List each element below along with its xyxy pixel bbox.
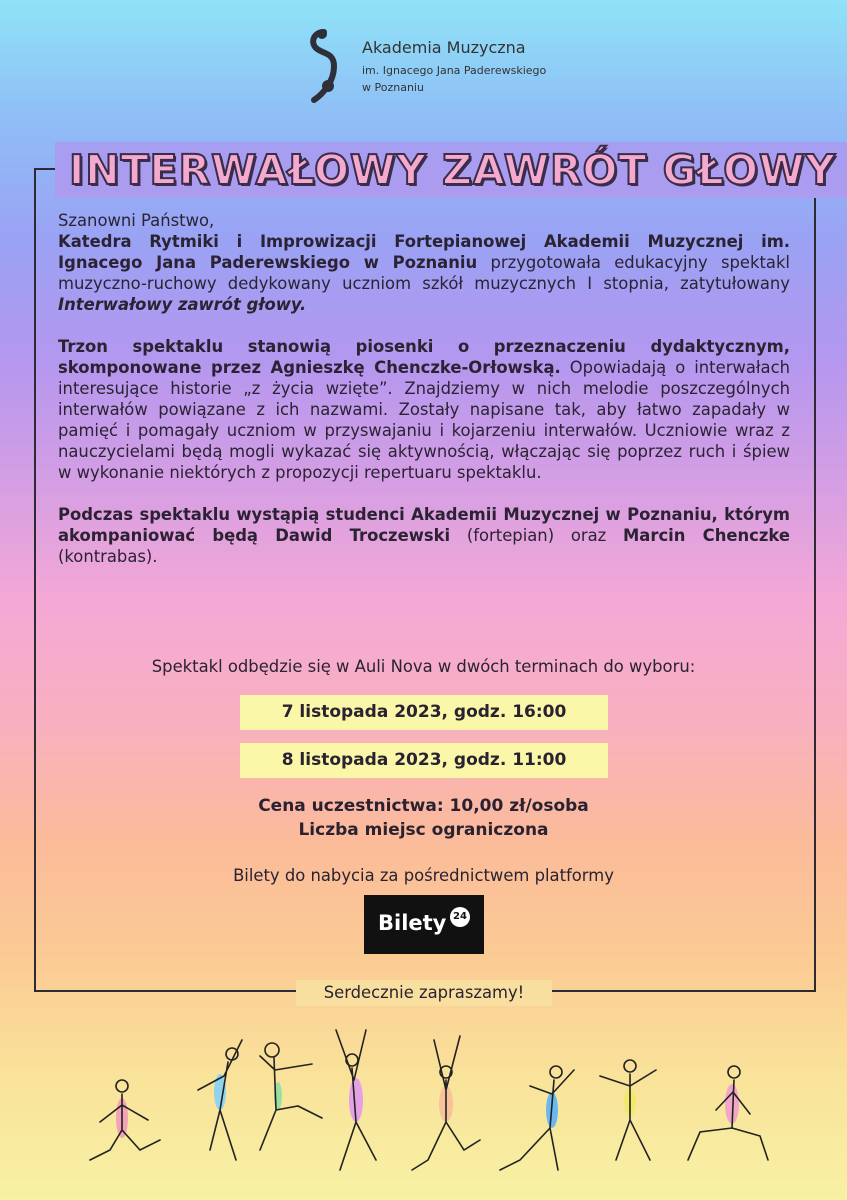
performers-lead: Podczas spektaklu wystąpią studenci Akademii Muzycznej w Poznaniu, którym akompaniować będą Dawid Troczewski (58, 505, 790, 545)
songs-paragraph (58, 336, 790, 483)
title-banner (55, 142, 836, 198)
organizer-name: Katedra Rytmiki i Improwizacji Fortepianowej Akademii Muzycznej im. Ignacego Jana Paderewskiego w Poznaniu (58, 232, 790, 272)
songs-text: Opowiadają o interwałach interesujące historie „z życia wzięte”. Znajdziemy w nich melodie poszczególnych interwałów powiązane z ich nazwami. Zostały napisane tak, aby łatwo zapadały w pamięć i pomagały uczniom w przyswajaniu i kojarzeniu interwałów. Uczniowie wraz z nauczycielami będą mogli wykazać się aktywnością, włączając się poprzez ruch i śpiew w wykonanie niektórych z propozycji repertuaru spektaklu. (58, 358, 790, 482)
places-line: Liczba miejsc ograniczona (298, 820, 549, 840)
invite-banner (296, 980, 552, 1006)
venue-line: Spektakl odbędzie się w Auli Nova w dwóch terminach do wyboru: (151, 657, 696, 676)
songs-lead: Trzon spektaklu stanowią piosenki o przeznaczeniu dydaktycznym, skomponowane przez Agnieszkę Chenczke-Orłowską. (58, 337, 790, 377)
performers-paragraph (58, 504, 790, 567)
tickets-line: Bilety do nabycia za pośrednictwem platformy (233, 866, 614, 885)
body-text (58, 210, 790, 567)
dancer-1-icon (90, 1080, 160, 1160)
performers-text-1: (fortepian) oraz (450, 526, 623, 545)
invite-text: Serdecznie zapraszamy! (323, 983, 525, 1002)
academy-logo (300, 26, 560, 106)
bassist-name: Marcin Chenczke (622, 526, 790, 545)
academy-name: Akademia Muzyczna (362, 38, 526, 57)
bilety24-logo-link[interactable] (364, 895, 484, 954)
academy-subtitle-2: w Poznaniu (362, 81, 424, 94)
academy-subtitle-1: im. Ignacego Jana Paderewskiego (362, 64, 547, 77)
greeting: Szanowni Państwo, (58, 211, 215, 230)
intro-text: przygotowała edukacyjny spektakl muzyczno-ruchowy dedykowany uczniom szkół muzycznych I stopnia, zatytułowany (58, 253, 790, 293)
date-option-1: 7 listopada 2023, godz. 16:00 (240, 695, 608, 730)
clef-logo-icon (300, 26, 350, 106)
price-line: Cena uczestnictwa: 10,00 zł/osoba (258, 796, 589, 816)
performers-text-2: (kontrabas). (58, 547, 158, 566)
dancer-2-icon (198, 1040, 242, 1160)
dancer-6-icon (500, 1066, 574, 1170)
dancer-8-icon (688, 1066, 768, 1160)
date-option-2: 8 listopada 2023, godz. 11:00 (240, 743, 608, 778)
dancer-7-icon (600, 1060, 656, 1160)
page-title: INTERWAŁOWY ZAWRÓT GŁOWY (55, 142, 847, 198)
dancer-4-icon (336, 1030, 376, 1170)
platform-name: Bilety (378, 911, 447, 935)
dancer-3-icon (260, 1043, 322, 1150)
dancers-illustration (60, 1010, 800, 1190)
intro-paragraph (58, 210, 790, 315)
platform-badge: 24 (450, 907, 470, 927)
show-title: Interwałowy zawrót głowy. (58, 295, 307, 314)
dancer-5-icon (412, 1036, 480, 1170)
